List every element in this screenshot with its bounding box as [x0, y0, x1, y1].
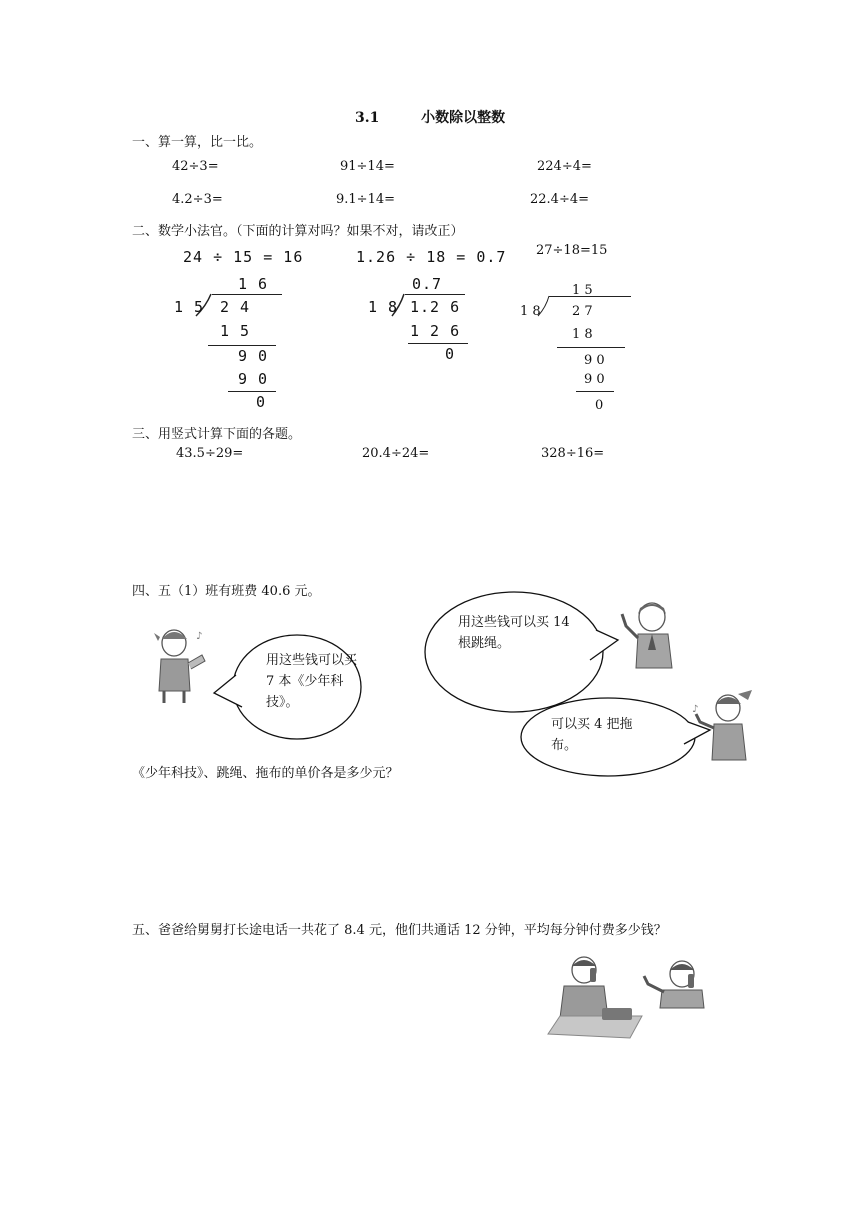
subtraction-step: 9 0 [238, 347, 269, 365]
remainder: 0 [595, 398, 604, 413]
calc-item: 22.4÷4= [530, 192, 590, 207]
phone-call-illustration [546, 952, 706, 1040]
section4-question: 《少年科技》、跳绳、拖布的单价各是多少元？ [132, 766, 399, 781]
subtraction-step: 1 5 [220, 322, 251, 340]
subtraction-step: 9 0 [584, 372, 605, 387]
section2-heading: 二、数学小法官。（下面的计算对吗？如果不对，请改正） [132, 224, 464, 239]
subtraction-line [576, 391, 614, 392]
dividend: 2 4 [220, 298, 251, 316]
division-bar [212, 294, 282, 295]
division-bracket [0, 0, 1, 1]
bubble-text: 可以买 4 把拖布。 [551, 717, 633, 753]
section3-heading: 三、用竖式计算下面的各题。 [132, 427, 302, 442]
calc-item: 91÷14= [340, 159, 395, 174]
subtraction-step: 9 0 [238, 370, 269, 388]
subtraction-step: 1 8 [572, 327, 593, 342]
girl-figure [150, 625, 212, 705]
quotient: 0.7 [412, 275, 443, 293]
remainder: 0 [256, 393, 267, 411]
quotient: 1 6 [238, 275, 269, 293]
svg-text:♪: ♪ [692, 704, 699, 715]
subtraction-step: 9 0 [584, 353, 605, 368]
remainder: 0 [445, 345, 456, 363]
quotient: 1 5 [572, 283, 593, 298]
judge-equation: 27÷18=15 [536, 243, 608, 258]
divisor: 1 8 [368, 298, 399, 316]
title-number: 3.1 [355, 110, 380, 126]
svg-text:♪: ♪ [196, 631, 203, 642]
subtraction-line [208, 345, 276, 346]
calc-item: 4.2÷3= [172, 192, 223, 207]
subtraction-line [408, 343, 468, 344]
bubble-text: 用这些钱可以买 14 根跳绳。 [458, 615, 570, 651]
division-bar [405, 294, 465, 295]
divisor: 1 8 [520, 304, 541, 319]
calc-item: 43.5÷29= [176, 446, 244, 461]
subtraction-step: 1 2 6 [410, 322, 461, 340]
boy-figure [618, 598, 682, 680]
subtraction-line [228, 391, 276, 392]
bubble-text: 用这些钱可以买 7 本《少年科技》。 [266, 653, 358, 710]
subtraction-line [557, 347, 625, 348]
dividend: 1.2 6 [410, 298, 461, 316]
division-bar [549, 296, 631, 297]
calc-item: 224÷4= [537, 159, 592, 174]
calc-item: 42÷3= [172, 159, 219, 174]
dividend: 2 7 [572, 304, 593, 319]
section1-heading: 一、算一算，比一比。 [132, 135, 263, 150]
judge-equation: 1.26 ÷ 18 = 0.7 [356, 248, 507, 266]
calc-item: 9.1÷14= [336, 192, 396, 207]
judge-equation: 24 ÷ 15 = 16 [183, 248, 304, 266]
page-title [355, 107, 505, 127]
title-text: 小数除以整数 [421, 110, 506, 126]
section5-text: 五、爸爸给舅舅打长途电话一共花了 8.4 元，他们共通话 12 分钟，平均每分钟付费多少钱？ [132, 923, 667, 938]
girl-figure [690, 688, 762, 768]
calc-item: 20.4÷24= [362, 446, 430, 461]
divisor: 1 5 [174, 298, 205, 316]
calc-item: 328÷16= [541, 446, 605, 461]
section4-heading: 四、五（1）班有班费 40.6 元。 [132, 584, 321, 599]
